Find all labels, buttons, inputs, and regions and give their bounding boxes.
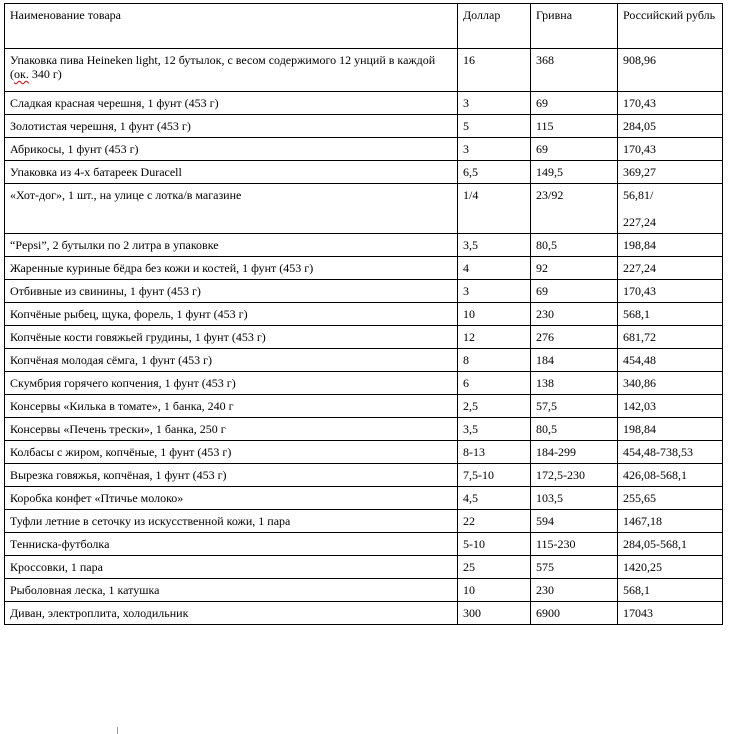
- cell-price-uah: 594: [531, 510, 618, 533]
- cell-item-name: Консервы «Килька в томате», 1 банка, 240 г: [5, 395, 458, 418]
- cell-price-uah: 184: [531, 349, 618, 372]
- cell-price-usd: 2,5: [458, 395, 531, 418]
- cell-price-uah: 230: [531, 303, 618, 326]
- cell-item-name: Вырезка говяжья, копчёная, 1 фунт (453 г): [5, 464, 458, 487]
- cell-price-usd: 8-13: [458, 441, 531, 464]
- cell-price-rub: 17043: [618, 602, 723, 625]
- cell-price-usd: 3: [458, 138, 531, 161]
- cell-price-uah: 575: [531, 556, 618, 579]
- cell-price-uah: 23/92: [531, 184, 618, 234]
- cell-item-name: Упаковка пива Heineken light, 12 бутылок, с весом содержимого 12 унций в каждой (ок. 340 г): [5, 49, 458, 92]
- cell-price-rub: 284,05: [618, 115, 723, 138]
- cell-price-usd: 16: [458, 49, 531, 92]
- cell-price-uah: 103,5: [531, 487, 618, 510]
- cell-price-uah: 172,5-230: [531, 464, 618, 487]
- table-row: [5, 418, 723, 441]
- cell-price-rub: 142,03: [618, 395, 723, 418]
- cell-price-usd: 25: [458, 556, 531, 579]
- cell-price-uah: 115-230: [531, 533, 618, 556]
- table-row: [5, 234, 723, 257]
- cell-price-usd: 3: [458, 92, 531, 115]
- cell-price-rub: 454,48: [618, 349, 723, 372]
- cell-item-name: Золотистая черешня, 1 фунт (453 г): [5, 115, 458, 138]
- cell-price-uah: 149,5: [531, 161, 618, 184]
- table-row: [5, 161, 723, 184]
- cell-price-rub: 1467,18: [618, 510, 723, 533]
- cell-price-usd: 5: [458, 115, 531, 138]
- table-row: [5, 184, 723, 234]
- table-row: [5, 326, 723, 349]
- price-table: [4, 3, 723, 625]
- table-header-row: [5, 4, 723, 49]
- cell-price-uah: 80,5: [531, 418, 618, 441]
- cell-price-uah: 80,5: [531, 234, 618, 257]
- cell-price-rub: 170,43: [618, 92, 723, 115]
- cell-item-name: Кроссовки, 1 пара: [5, 556, 458, 579]
- cell-price-usd: 4,5: [458, 487, 531, 510]
- cell-price-uah: 69: [531, 280, 618, 303]
- cell-item-name: «Хот-дог», 1 шт., на улице с лотка/в магазине: [5, 184, 458, 234]
- cell-price-uah: 230: [531, 579, 618, 602]
- cell-item-name: Упаковка из 4-х батареек Duracell: [5, 161, 458, 184]
- cell-item-name: Скумбрия горячего копчения, 1 фунт (453 г): [5, 372, 458, 395]
- cell-price-uah: 368: [531, 49, 618, 92]
- cell-price-rub-line: 227,24: [623, 215, 656, 229]
- table-row: [5, 138, 723, 161]
- cell-item-name: Тенниска-футболка: [5, 533, 458, 556]
- header-usd: Доллар: [458, 4, 531, 49]
- table-row: [5, 464, 723, 487]
- cell-item-name: Копчёные кости говяжьей грудины, 1 фунт (453 г): [5, 326, 458, 349]
- table-row: [5, 602, 723, 625]
- table-row: [5, 510, 723, 533]
- cell-item-name: Рыболовная леска, 1 катушка: [5, 579, 458, 602]
- cell-price-uah: 57,5: [531, 395, 618, 418]
- cell-price-rub: 170,43: [618, 138, 723, 161]
- cell-item-name: Жаренные куриные бёдра без кожи и костей, 1 фунт (453 г): [5, 257, 458, 280]
- cell-price-usd: 8: [458, 349, 531, 372]
- table-row: [5, 280, 723, 303]
- cell-price-usd: 3: [458, 280, 531, 303]
- table-row: [5, 579, 723, 602]
- cell-price-rub: 340,86: [618, 372, 723, 395]
- header-name: Наименование товара: [5, 4, 458, 49]
- cell-price-usd: 300: [458, 602, 531, 625]
- cell-price-rub: 454,48-738,53: [618, 441, 723, 464]
- cell-item-name: Отбивные из свинины, 1 фунт (453 г): [5, 280, 458, 303]
- cell-price-rub: 255,65: [618, 487, 723, 510]
- table-body: [5, 49, 723, 625]
- table-row: [5, 395, 723, 418]
- cell-price-usd: 7,5-10: [458, 464, 531, 487]
- spellcheck-mark: ок.: [14, 67, 29, 81]
- cell-price-usd: 3,5: [458, 418, 531, 441]
- cell-price-uah: 184-299: [531, 441, 618, 464]
- cell-price-uah: 69: [531, 92, 618, 115]
- header-rub: Российский рубль: [618, 4, 723, 49]
- cell-price-rub: 369,27: [618, 161, 723, 184]
- cell-price-usd: 12: [458, 326, 531, 349]
- cell-item-name: Колбасы с жиром, копчёные, 1 фунт (453 г): [5, 441, 458, 464]
- cell-price-uah: 69: [531, 138, 618, 161]
- header-uah: Гривна: [531, 4, 618, 49]
- table-row: [5, 487, 723, 510]
- cell-price-usd: 5-10: [458, 533, 531, 556]
- cell-price-usd: 6: [458, 372, 531, 395]
- cell-item-name: Абрикосы, 1 фунт (453 г): [5, 138, 458, 161]
- table-row: [5, 533, 723, 556]
- cell-price-rub: 1420,25: [618, 556, 723, 579]
- cell-price-uah: 6900: [531, 602, 618, 625]
- table-row: [5, 92, 723, 115]
- cell-price-rub: 284,05-568,1: [618, 533, 723, 556]
- table-row: [5, 349, 723, 372]
- cell-price-usd: 4: [458, 257, 531, 280]
- cell-price-usd: 22: [458, 510, 531, 533]
- cell-price-rub: 681,72: [618, 326, 723, 349]
- table-row: [5, 49, 723, 92]
- table-row: [5, 257, 723, 280]
- cell-item-name: Консервы «Печень трески», 1 банка, 250 г: [5, 418, 458, 441]
- table-row: [5, 372, 723, 395]
- cell-price-rub: 198,84: [618, 234, 723, 257]
- cell-price-rub: 568,1: [618, 579, 723, 602]
- cell-price-usd: 1/4: [458, 184, 531, 234]
- cell-price-rub: 198,84: [618, 418, 723, 441]
- cell-price-uah: 138: [531, 372, 618, 395]
- cell-price-rub-line: 56,81/: [623, 188, 654, 202]
- cell-item-name: Коробка конфет «Птичье молоко»: [5, 487, 458, 510]
- cell-price-uah: 276: [531, 326, 618, 349]
- cell-price-rub: 908,96: [618, 49, 723, 92]
- cell-item-name: Копчёная молодая сёмга, 1 фунт (453 г): [5, 349, 458, 372]
- cell-price-usd: 10: [458, 579, 531, 602]
- cell-item-name: Копчёные рыбец, щука, форель, 1 фунт (453 г): [5, 303, 458, 326]
- table-row: [5, 441, 723, 464]
- cell-item-name: Сладкая красная черешня, 1 фунт (453 г): [5, 92, 458, 115]
- cell-price-usd: 3,5: [458, 234, 531, 257]
- cell-price-usd: 6,5: [458, 161, 531, 184]
- cell-item-name: “Pepsi”, 2 бутылки по 2 литра в упаковке: [5, 234, 458, 257]
- cell-item-name: Туфли летние в сеточку из искусственной кожи, 1 пара: [5, 510, 458, 533]
- cell-price-rub: [618, 184, 723, 234]
- table-row: [5, 556, 723, 579]
- page-edge-mark: [117, 727, 118, 734]
- cell-price-rub: 170,43: [618, 280, 723, 303]
- cell-price-usd: 10: [458, 303, 531, 326]
- cell-price-uah: 92: [531, 257, 618, 280]
- table-row: [5, 303, 723, 326]
- cell-price-rub: 568,1: [618, 303, 723, 326]
- table-row: [5, 115, 723, 138]
- cell-item-name: Диван, электроплита, холодильник: [5, 602, 458, 625]
- cell-price-rub: 227,24: [618, 257, 723, 280]
- cell-price-rub: 426,08-568,1: [618, 464, 723, 487]
- cell-price-uah: 115: [531, 115, 618, 138]
